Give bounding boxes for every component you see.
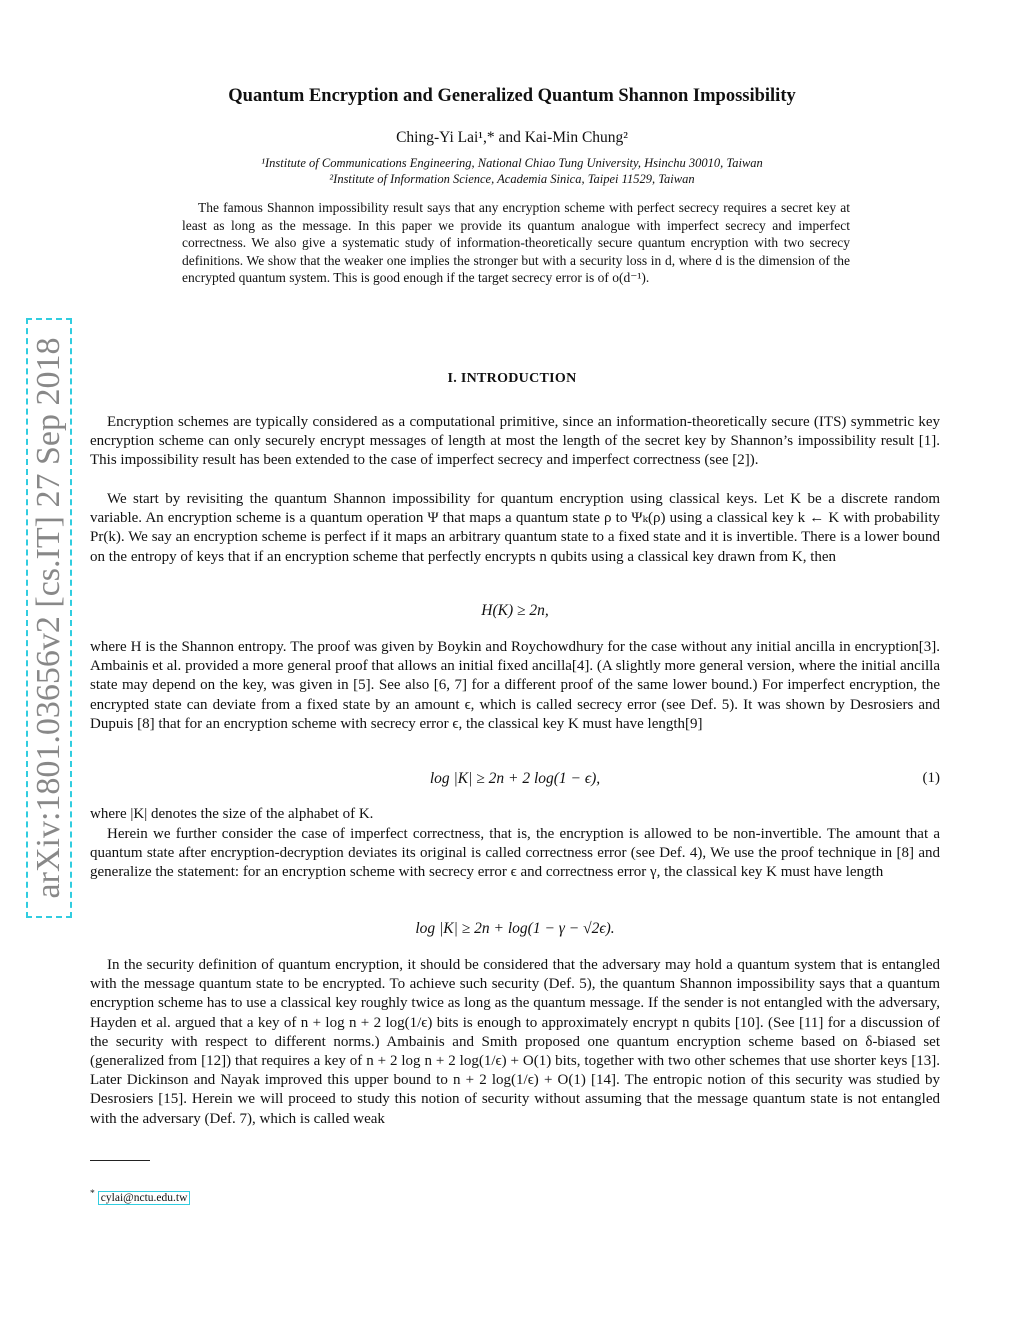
abstract-text: The famous Shannon impossibility result says that any encryption scheme with perfect secrecy requires a secret key at least as long as the message. In this paper we provide its quantum analogue with imperfect secrecy and imperfect correctness. We also give a systematic study of information-theoretically secure quantum encryption with two secrecy definitions. We show that the weaker one implies the stronger but with a security loss in d, where d is the dimension of the encrypted quantum system. This is good enough if the target secrecy error is of o(d⁻¹). [182,200,850,286]
paragraph-2: We start by revisiting the quantum Shannon impossibility for quantum encryption using classical keys. Let K be a discrete random variable. An encryption scheme is a quantum operation Ψ that maps a quantum state ρ to Ψₖ(ρ) using a classical key k ← K with probability Pr(k). We say an encryption scheme is perfect if it maps an arbitrary quantum state to a fixed state and it is invertible. There is a lower bound on the entropy of keys that if an encryption scheme that perfectly encrypts n qubits using a classical key drawn from K, then [90,491,940,565]
arxiv-id[interactable]: arXiv:1801.03656v2 [cs.IT] 27 Sep 2018 [30,337,67,899]
equation-entropy-bound: H(K) ≥ 2n, [481,602,549,619]
paragraph-1: Encryption schemes are typically considered as a computational primitive, since an information-theoretically secure (ITS) symmetric key encryption scheme can only securely encrypt messages of length at most the length of the secret key by Shannon’s impossibility result [1]. This impossibility result has been extended to the case of imperfect secrecy and imperfect correctness (see [2]). [90,414,940,469]
paper-title: Quantum Encryption and Generalized Quantum Shannon Impossibility [228,86,796,106]
arxiv-sidebar[interactable] [26,318,72,918]
equation-correctness-bound: log |K| ≥ 2n + log(1 − γ − √2ϵ). [415,920,615,937]
section-heading: I. INTRODUCTION [447,371,577,386]
affiliation-1: ¹Institute of Communications Engineering, National Chiao Tung University, Hsinchu 30010, Taiwan [261,156,763,170]
footnote-mark: * [90,1188,95,1199]
author-email-link[interactable]: cylai@nctu.edu.tw [98,1191,191,1205]
affiliation-2: ²Institute of Information Science, Academia Sinica, Taipei 11529, Taiwan [329,172,695,186]
author-line: Ching-Yi Lai¹,* and Kai-Min Chung² [396,129,628,146]
footnote [90,1188,190,1204]
footnote-rule [90,1160,150,1161]
abstract [182,199,850,287]
equation-1: log |K| ≥ 2n + 2 log(1 − ϵ), [429,770,601,787]
paragraph-5: Herein we further consider the case of imperfect correctness, that is, the encryption is allowed to be non-invertible. The amount that a quantum state after encryption-decryption deviates its original is called correctness error (see Def. 4), We use the proof technique in [8] and generalize the statement: for an encryption scheme with secrecy error ϵ and correctness error γ, the classical key K must have length [90,826,940,881]
paragraph-4: where |K| denotes the size of the alphabet of K. [90,806,374,822]
paragraph-3: where H is the Shannon entropy. The proof was given by Boykin and Roychowdhury for the case without any initial ancilla in encryption[3]. Ambainis et al. provided a more general proof that allows an initial fixed ancilla[4]. (A slightly more general version, where the initial ancilla state may depend on the key, was given in [5]. See also [6, 7] for a different proof of the same lower bound.) For imperfect encryption, the encrypted state can deviate from a fixed state by an amount ϵ, which is called secrecy error (see Def. 5). It was shown by Desrosiers and Dupuis [8] that for an encryption scheme with secrecy error ϵ, the classical key K must have length[9] [90,639,940,732]
paragraph-6: In the security definition of quantum encryption, it should be considered that the adversary may hold a quantum system that is entangled with the message quantum state to be encrypted. To achieve such security (Def. 5), the quantum Shannon impossibility says that a quantum encryption scheme has to use a classical key roughly twice as long as the quantum message. If the sender is not entangled with the adversary, Hayden et al. argued that a key of n + log n + 2 log(1/ϵ) bits is enough to approximately encrypt n qubits [10]. (See [11] for a discussion of the security with respect to different norms.) Ambainis and Smith proposed one quantum encryption scheme based on δ-biased set (generalized from [12]) that requires a key of n + 2 log n + 2 log(1/ϵ) + O(1) bits, together with two other schemes that use shorter keys [13]. Later Dickinson and Nayak improved this upper bound to n + 2 log(1/ϵ) + O(1) [14]. The entropic notion of this security was studied by Desrosiers [15]. Herein we will proceed to study this notion of security without assuming that the message quantum state is not entangled with the adversary (Def. 7), which is called weak [90,957,940,1127]
equation-1-number: (1) [922,770,940,786]
